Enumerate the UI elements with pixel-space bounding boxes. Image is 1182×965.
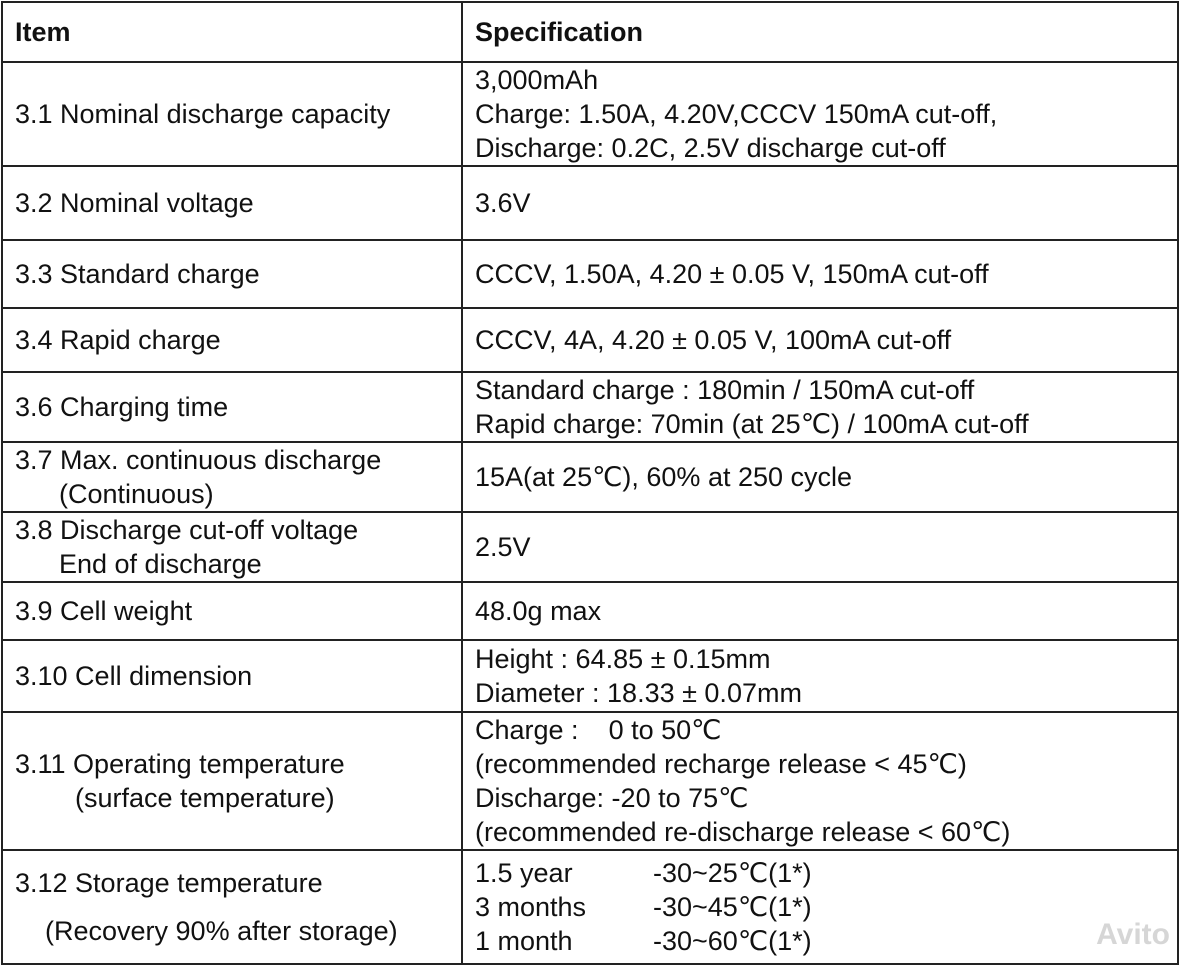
- table-row: [2, 712, 1178, 850]
- spec-cell: [462, 166, 1178, 240]
- spec-line: 3,000mAh: [475, 65, 599, 95]
- item-cell: [2, 582, 462, 640]
- header-item: Item: [2, 2, 462, 62]
- spec-cell: [462, 62, 1178, 166]
- item-cell: [2, 712, 462, 850]
- item-cell: [2, 308, 462, 372]
- storage-period: 1.5 year: [475, 858, 573, 888]
- spec-line: Discharge: 0.2C, 2.5V discharge cut-off: [475, 133, 946, 163]
- item-cell: [2, 640, 462, 712]
- header-spec: Specification: [462, 2, 1178, 62]
- storage-period: 1 month: [475, 926, 573, 956]
- table-row: [2, 582, 1178, 640]
- spec-line: Standard charge : 180min / 150mA cut-off: [475, 375, 975, 405]
- item-cell: [2, 512, 462, 582]
- spec-cell: [462, 712, 1178, 850]
- item-sublabel: (Recovery 90% after storage): [45, 916, 398, 946]
- header-row: [2, 2, 1178, 62]
- spec-line: Charge : 0 to 50℃: [475, 715, 722, 745]
- table-row: [2, 372, 1178, 442]
- item-label: 3.9 Cell weight: [15, 596, 193, 626]
- spec-line: (recommended recharge release < 45℃): [475, 749, 967, 779]
- item-label: 3.3 Standard charge: [15, 259, 260, 289]
- item-label: 3.7 Max. continuous discharge: [15, 445, 382, 475]
- item-cell: [2, 62, 462, 166]
- spec-line: Height : 64.85 ± 0.15mm: [475, 644, 771, 674]
- spec-table: [1, 1, 1179, 965]
- table-row: [2, 512, 1178, 582]
- item-label: 3.6 Charging time: [15, 392, 229, 422]
- item-label: 3.12 Storage temperature: [15, 868, 323, 898]
- item-label: 3.1 Nominal discharge capacity: [15, 99, 391, 129]
- item-label: 3.11 Operating temperature: [15, 749, 345, 779]
- spec-line: Discharge: -20 to 75℃: [475, 783, 749, 813]
- storage-row: [475, 924, 1165, 958]
- spec-line: Diameter : 18.33 ± 0.07mm: [475, 678, 802, 708]
- item-cell: [2, 850, 462, 964]
- table-row: [2, 442, 1178, 512]
- table-row: [2, 640, 1178, 712]
- spec-line: CCCV, 4A, 4.20 ± 0.05 V, 100mA cut-off: [475, 325, 952, 355]
- spec-line: 48.0g max: [475, 596, 602, 626]
- spec-cell: [462, 442, 1178, 512]
- spec-cell: [462, 240, 1178, 308]
- table-row: [2, 166, 1178, 240]
- item-cell: [2, 166, 462, 240]
- spec-line: 2.5V: [475, 532, 531, 562]
- spec-cell: [462, 640, 1178, 712]
- storage-range: -30~45℃(1*): [653, 892, 812, 922]
- table-row: [2, 850, 1178, 964]
- item-label: 3.2 Nominal voltage: [15, 188, 254, 218]
- item-label: 3.4 Rapid charge: [15, 325, 221, 355]
- avito-watermark: Avito: [1096, 918, 1170, 951]
- item-cell: [2, 372, 462, 442]
- storage-row: [475, 890, 1165, 924]
- storage-period: 3 months: [475, 892, 587, 922]
- spec-line: (recommended re-discharge release < 60℃): [475, 817, 1011, 847]
- table-row: [2, 240, 1178, 308]
- item-label: 3.8 Discharge cut-off voltage: [15, 515, 359, 545]
- spec-cell: [462, 308, 1178, 372]
- item-sublabel: End of discharge: [59, 549, 262, 579]
- storage-row: [475, 856, 1165, 890]
- spec-line: 3.6V: [475, 188, 531, 218]
- spec-line: Rapid charge: 70min (at 25℃) / 100mA cut-off: [475, 409, 1029, 439]
- item-sublabel: (surface temperature): [75, 783, 335, 813]
- item-cell: [2, 442, 462, 512]
- spec-cell: [462, 582, 1178, 640]
- spec-cell: [462, 372, 1178, 442]
- item-sublabel: (Continuous): [59, 479, 214, 509]
- item-label: 3.10 Cell dimension: [15, 661, 253, 691]
- table-row: [2, 308, 1178, 372]
- storage-range: -30~60℃(1*): [653, 926, 812, 956]
- table-row: [2, 62, 1178, 166]
- spec-cell: [462, 850, 1178, 964]
- spec-line: Charge: 1.50A, 4.20V,CCCV 150mA cut-off,: [475, 99, 998, 129]
- storage-range: -30~25℃(1*): [653, 858, 812, 888]
- item-cell: [2, 240, 462, 308]
- spec-cell: [462, 512, 1178, 582]
- spec-line: CCCV, 1.50A, 4.20 ± 0.05 V, 150mA cut-off: [475, 259, 989, 289]
- spec-line: 15A(at 25℃), 60% at 250 cycle: [475, 462, 853, 492]
